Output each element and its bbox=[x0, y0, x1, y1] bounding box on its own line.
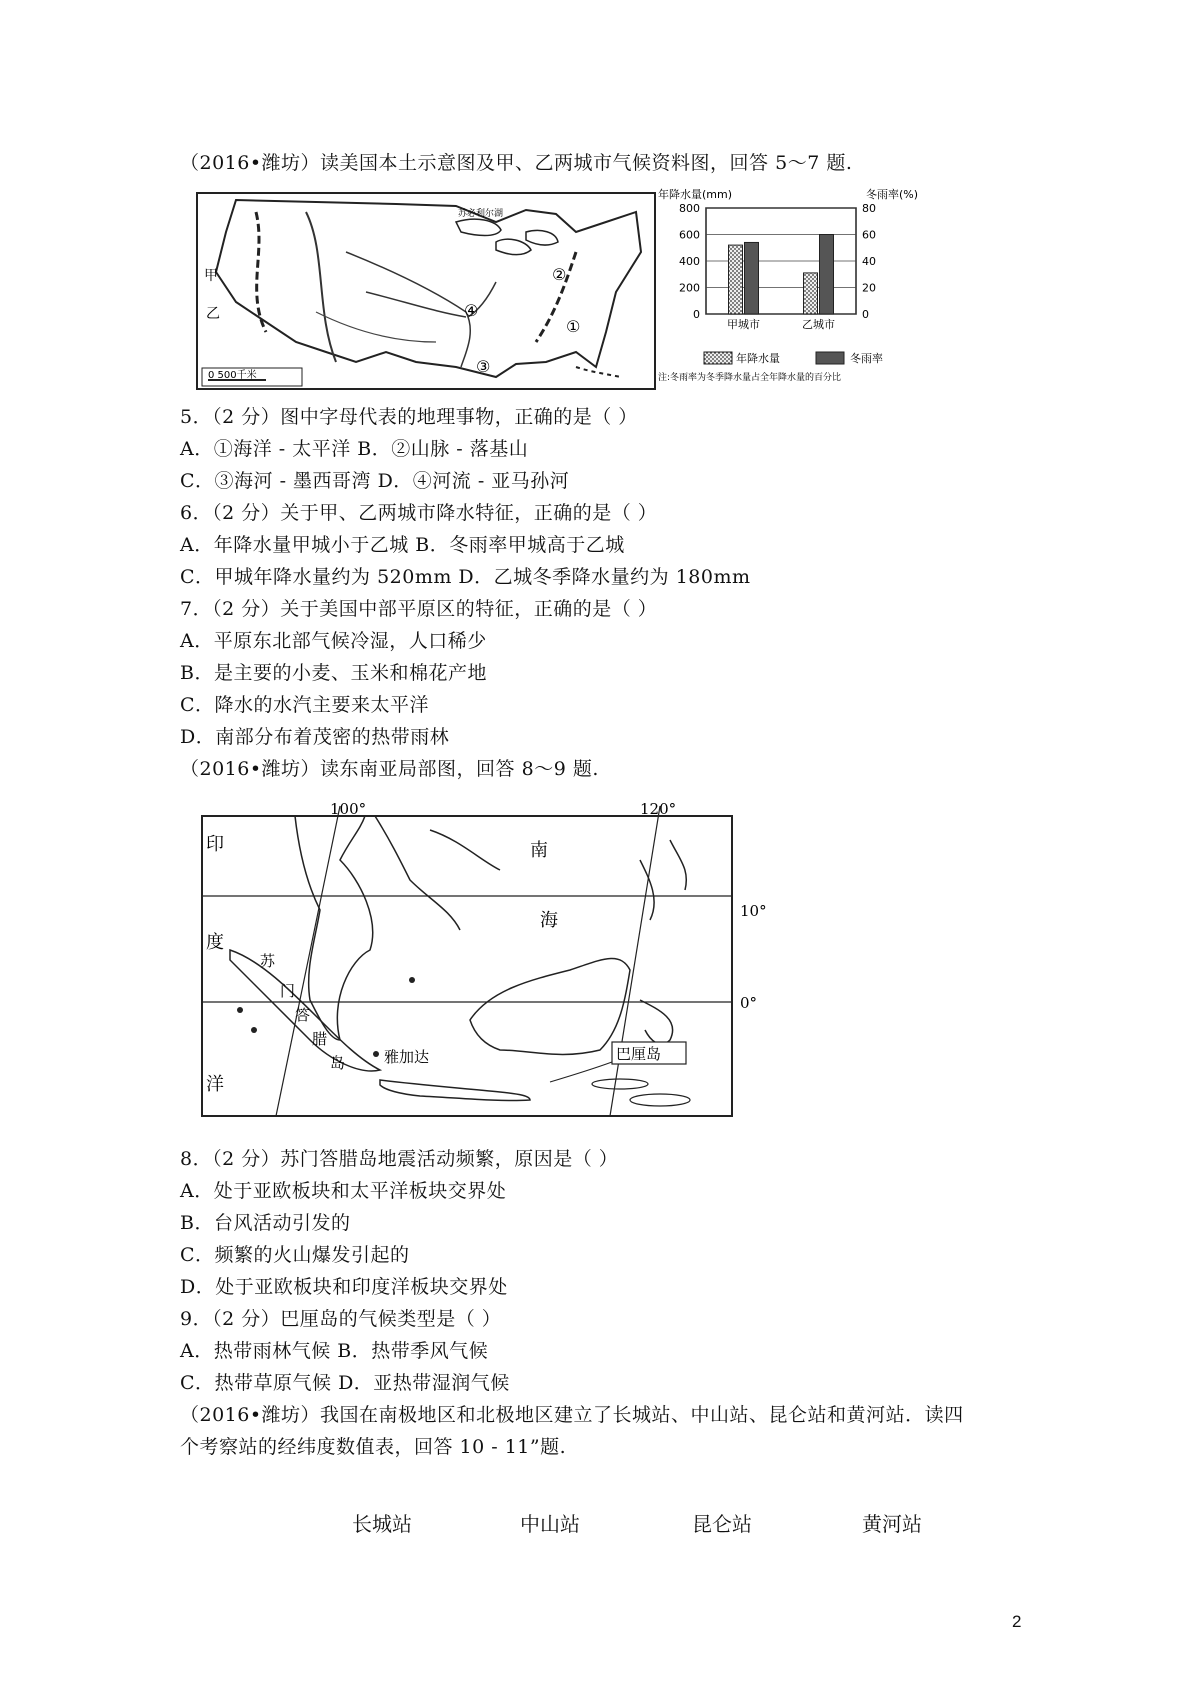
chart-ytick-right: 40 bbox=[862, 255, 876, 268]
climate-chart-figure bbox=[656, 186, 936, 396]
map-label-yin: 印 bbox=[206, 834, 224, 855]
q8-option-c: C．频繁的火山爆发引起的 bbox=[180, 1244, 410, 1266]
chart-ytick-right: 20 bbox=[862, 281, 876, 295]
q8-option-b: B．台风活动引发的 bbox=[180, 1212, 351, 1234]
chart-category-label: 乙城市 bbox=[802, 318, 835, 331]
label-jia: 甲 bbox=[204, 268, 218, 284]
chart-ytick-left: 200 bbox=[679, 281, 700, 295]
q5-options-cd: C．③海河 - 墨西哥湾 D．④河流 - 亚马孙河 bbox=[180, 470, 570, 492]
bar-annual-precip bbox=[729, 245, 743, 314]
q7-stem: 7．（2 分）关于美国中部平原区的特征，正确的是（ ） bbox=[180, 598, 658, 620]
q8-stem: 8．（2 分）苏门答腊岛地震活动频繁，原因是（ ） bbox=[180, 1148, 619, 1170]
lat-label-0: 0° bbox=[740, 994, 758, 1012]
q9-options-ab: A．热带雨林气候 B．热带季风气候 bbox=[180, 1340, 489, 1362]
intro-text-1: （2016•潍坊）读美国本土示意图及甲、乙两城市气候资料图，回答 5～7 题. bbox=[180, 152, 853, 174]
chart-ylabel-left: 年降水量(mm) bbox=[658, 188, 733, 201]
map-label-yang: 洋 bbox=[206, 1074, 224, 1095]
sea-map bbox=[200, 800, 790, 1120]
q7-option-a: A．平原东北部气候冷湿，人口稀少 bbox=[180, 630, 487, 652]
intro-text-2: （2016•潍坊）读东南亚局部图，回答 8～9 题. bbox=[180, 758, 599, 780]
usa-map bbox=[196, 192, 656, 392]
chart-ytick-left: 400 bbox=[679, 255, 700, 268]
chart-ytick-left: 600 bbox=[679, 228, 700, 242]
lat-label-10: 10° bbox=[740, 902, 767, 920]
bar-annual-precip bbox=[804, 273, 818, 314]
scale-bar-label: 0 500千米 bbox=[208, 370, 257, 381]
map-label-la: 腊 bbox=[312, 1030, 328, 1048]
map-label-dao: 岛 bbox=[330, 1054, 346, 1072]
climate-chart bbox=[656, 186, 936, 396]
q6-options-ab: A．年降水量甲城小于乙城 B．冬雨率甲城高于乙城 bbox=[180, 534, 625, 556]
q6-stem: 6．（2 分）关于甲、乙两城市降水特征，正确的是（ ） bbox=[180, 502, 658, 524]
map-label-nan: 南 bbox=[530, 840, 548, 861]
bar-winter-rain-rate bbox=[820, 235, 834, 315]
chart-ytick-right: 60 bbox=[862, 228, 876, 242]
q9-stem: 9．（2 分）巴厘岛的气候类型是（ ） bbox=[180, 1308, 502, 1330]
map-label-hai: 海 bbox=[540, 910, 558, 931]
chart-ytick-left: 0 bbox=[693, 308, 700, 321]
legend-label-winter: 冬雨率 bbox=[850, 352, 883, 365]
station-kunlun: 昆仑站 bbox=[692, 1512, 752, 1536]
page-number: 2 bbox=[1012, 1612, 1022, 1631]
legend-swatch-precip bbox=[704, 352, 732, 364]
station-huanghe: 黄河站 bbox=[862, 1512, 922, 1536]
map-label-jakarta: 雅加达 bbox=[384, 1048, 430, 1066]
map-label-bali: 巴厘岛 bbox=[616, 1045, 662, 1063]
intro-text-3-line2: 个考察站的经纬度数值表，回答 10 - 11”题. bbox=[180, 1436, 567, 1458]
q5-stem: 5．（2 分）图中字母代表的地理事物，正确的是（ ） bbox=[180, 406, 638, 428]
q6-options-cd: C．甲城年降水量约为 520mm D．乙城冬季降水量约为 180mm bbox=[180, 566, 751, 588]
bar-winter-rain-rate bbox=[745, 242, 759, 314]
label-lake: 苏必利尔湖 bbox=[458, 209, 504, 219]
chart-ytick-left: 800 bbox=[679, 202, 700, 215]
q8-option-d: D．处于亚欧板块和印度洋板块交界处 bbox=[180, 1276, 508, 1298]
q7-option-b: B．是主要的小麦、玉米和棉花产地 bbox=[180, 662, 487, 684]
sea-map-figure bbox=[200, 800, 790, 1120]
label-circle-2: ② bbox=[552, 265, 567, 284]
station-zhongshan: 中山站 bbox=[520, 1512, 580, 1536]
lon-label-120: 120° bbox=[640, 800, 677, 818]
lon-label-100: 100° bbox=[330, 800, 367, 818]
q9-options-cd: C．热带草原气候 D．亚热带湿润气候 bbox=[180, 1372, 510, 1394]
map-label-du: 度 bbox=[206, 932, 224, 953]
label-circle-4: ④ bbox=[464, 301, 479, 320]
chart-note: 注:冬雨率为冬季降水量占全年降水量的百分比 bbox=[658, 373, 842, 383]
station-changcheng: 长城站 bbox=[352, 1512, 412, 1536]
q5-options-ab: A．①海洋 - 太平洋 B．②山脉 - 落基山 bbox=[180, 438, 529, 460]
chart-ytick-right: 80 bbox=[862, 202, 876, 215]
q7-option-d: D．南部分布着茂密的热带雨林 bbox=[180, 726, 450, 748]
chart-category-label: 甲城市 bbox=[727, 318, 760, 331]
q8-option-a: A．处于亚欧板块和太平洋板块交界处 bbox=[180, 1180, 507, 1202]
intro-text-3-line1: （2016•潍坊）我国在南极地区和北极地区建立了长城站、中山站、昆仑站和黄河站．读四 bbox=[180, 1404, 964, 1426]
map-label-men: 门 bbox=[280, 982, 296, 1000]
map-label-da: 答 bbox=[295, 1006, 311, 1024]
chart-ytick-right: 0 bbox=[862, 308, 869, 321]
legend-label-precip: 年降水量 bbox=[736, 352, 780, 365]
label-circle-3: ③ bbox=[476, 357, 491, 376]
q7-option-c: C．降水的水汽主要来太平洋 bbox=[180, 694, 430, 716]
label-circle-1: ① bbox=[566, 317, 581, 336]
chart-ylabel-right: 冬雨率(%) bbox=[866, 188, 919, 201]
usa-map-figure bbox=[196, 192, 656, 392]
legend-swatch-winter bbox=[816, 352, 844, 364]
map-label-su: 苏 bbox=[260, 952, 276, 970]
label-yi: 乙 bbox=[206, 306, 220, 322]
